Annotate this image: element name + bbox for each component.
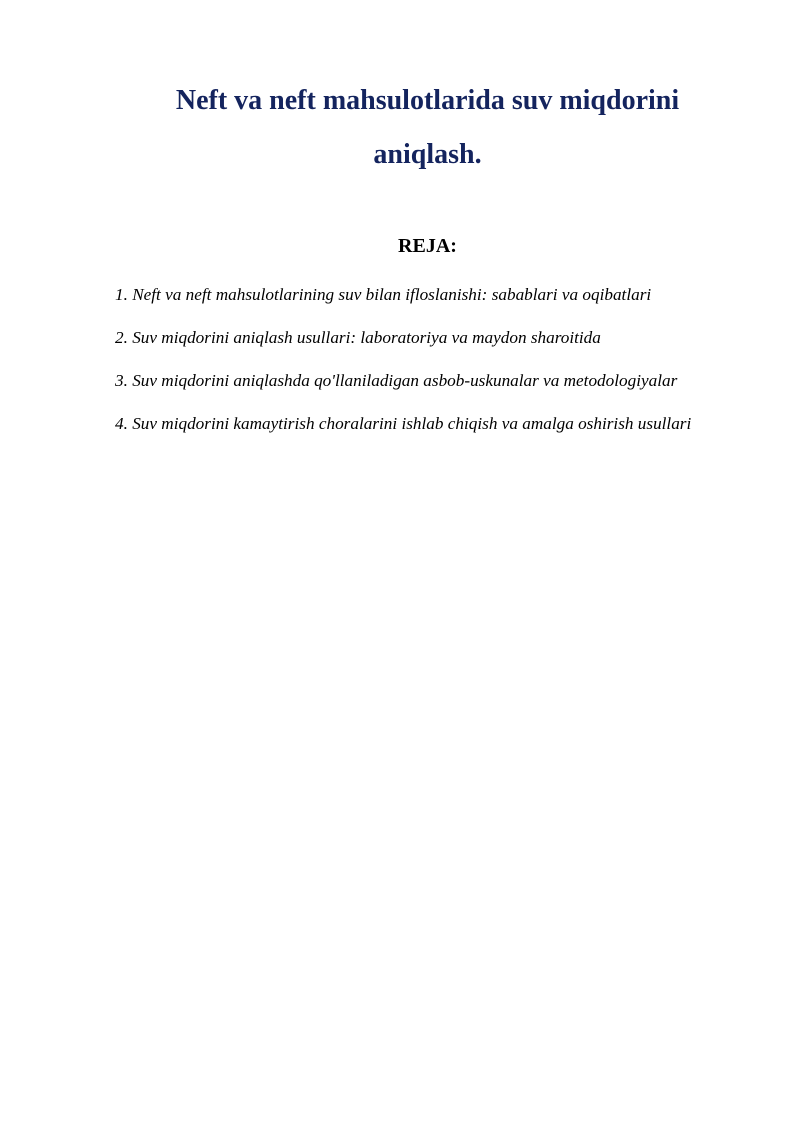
- plan-item-1: 1. Neft va neft mahsulotlarining suv bilan ifloslanishi: sabablari va oqibatlari: [115, 285, 652, 304]
- document-title: [115, 74, 740, 182]
- plan-list: [115, 279, 740, 451]
- title-line-1: Neft va neft mahsulotlarida suv miqdorini: [175, 85, 680, 116]
- plan-item-4: 4. Suv miqdorini kamaytirish choralarini ishlab chiqish va amalga oshirish usullari: [115, 414, 692, 433]
- title-line-2: aniqlash.: [373, 139, 482, 170]
- plan-heading: REJA:: [398, 235, 457, 257]
- plan-item-3: 3. Suv miqdorini aniqlashda qo'llaniladigan asbob-uskunalar va metodologiyalar: [115, 371, 678, 390]
- plan-item-2: 2. Suv miqdorini aniqlash usullari: laboratoriya va maydon sharoitida: [115, 328, 601, 347]
